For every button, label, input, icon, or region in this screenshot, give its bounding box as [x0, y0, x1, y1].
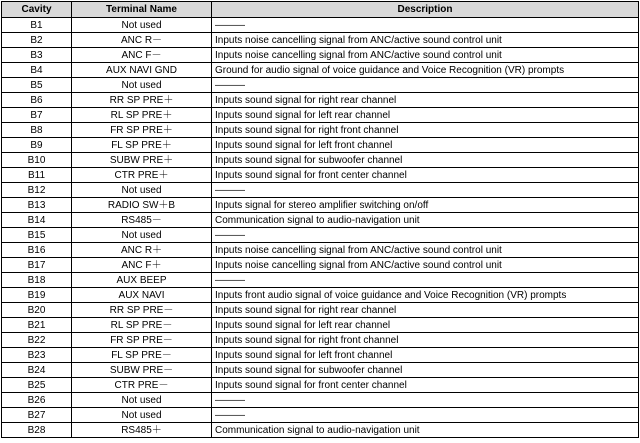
terminal-name-cell: SUBW PRE＋	[72, 153, 212, 168]
cavity-cell: B12	[2, 183, 72, 198]
table-row	[2, 408, 639, 423]
terminal-name-cell: FL SP PRE＋	[72, 138, 212, 153]
terminal-name-cell: Not used	[72, 18, 212, 33]
table-row	[2, 303, 639, 318]
cavity-cell: B11	[2, 168, 72, 183]
cavity-cell: B21	[2, 318, 72, 333]
description-cell: Inputs front audio signal of voice guidance and Voice Recognition (VR) prompts	[212, 288, 639, 303]
table-row	[2, 123, 639, 138]
description-cell: Inputs sound signal for subwoofer channel	[212, 363, 639, 378]
description-cell: ———	[212, 273, 639, 288]
table-row	[2, 198, 639, 213]
description-cell: Inputs sound signal for subwoofer channel	[212, 153, 639, 168]
description-cell: Inputs noise cancelling signal from ANC/active sound control unit	[212, 258, 639, 273]
table-row	[2, 318, 639, 333]
terminal-name-cell: CTR PRE＋	[72, 168, 212, 183]
terminal-name-cell: RL SP PRE－	[72, 318, 212, 333]
cavity-cell: B17	[2, 258, 72, 273]
description-cell: Inputs noise cancelling signal from ANC/active sound control unit	[212, 243, 639, 258]
terminal-name-cell: ANC F＋	[72, 258, 212, 273]
cavity-cell: B2	[2, 33, 72, 48]
connector-pinout-table	[1, 1, 639, 438]
table-row	[2, 243, 639, 258]
description-cell: Inputs sound signal for right front channel	[212, 333, 639, 348]
cavity-cell: B7	[2, 108, 72, 123]
description-cell: Inputs sound signal for left rear channel	[212, 318, 639, 333]
terminal-name-cell: RR SP PRE＋	[72, 93, 212, 108]
terminal-name-cell: Not used	[72, 408, 212, 423]
cavity-cell: B20	[2, 303, 72, 318]
terminal-name-cell: CTR PRE－	[72, 378, 212, 393]
description-cell: Communication signal to audio-navigation unit	[212, 423, 639, 438]
description-cell: Inputs sound signal for left rear channel	[212, 108, 639, 123]
terminal-name-cell: FL SP PRE－	[72, 348, 212, 363]
cavity-cell: B10	[2, 153, 72, 168]
table-row	[2, 228, 639, 243]
terminal-name-cell: Not used	[72, 228, 212, 243]
description-cell: Inputs signal for stereo amplifier switching on/off	[212, 198, 639, 213]
terminal-name-cell: Not used	[72, 183, 212, 198]
description-cell: Inputs sound signal for front center channel	[212, 168, 639, 183]
description-cell: ———	[212, 393, 639, 408]
table-row	[2, 33, 639, 48]
table-row	[2, 423, 639, 438]
table-row	[2, 18, 639, 33]
terminal-name-cell: ANC F－	[72, 48, 212, 63]
terminal-name-cell: RS485－	[72, 213, 212, 228]
cavity-cell: B4	[2, 63, 72, 78]
terminal-name-cell: Not used	[72, 393, 212, 408]
table-row	[2, 363, 639, 378]
description-cell: ———	[212, 408, 639, 423]
table-row	[2, 93, 639, 108]
cavity-cell: B13	[2, 198, 72, 213]
terminal-name-cell: RR SP PRE－	[72, 303, 212, 318]
terminal-name-cell: ANC R－	[72, 33, 212, 48]
table-row	[2, 333, 639, 348]
table-row	[2, 138, 639, 153]
header-cavity: Cavity	[2, 2, 72, 18]
table-row	[2, 108, 639, 123]
terminal-name-cell: FR SP PRE－	[72, 333, 212, 348]
table-row	[2, 213, 639, 228]
description-cell: Inputs sound signal for front center channel	[212, 378, 639, 393]
cavity-cell: B26	[2, 393, 72, 408]
header-terminal-name: Terminal Name	[72, 2, 212, 18]
description-cell: Inputs noise cancelling signal from ANC/active sound control unit	[212, 48, 639, 63]
cavity-cell: B1	[2, 18, 72, 33]
table-row	[2, 258, 639, 273]
table-row	[2, 78, 639, 93]
table-row	[2, 168, 639, 183]
table-row	[2, 288, 639, 303]
cavity-cell: B14	[2, 213, 72, 228]
table-header	[2, 2, 639, 18]
description-cell: Inputs sound signal for left front channel	[212, 348, 639, 363]
cavity-cell: B5	[2, 78, 72, 93]
cavity-cell: B24	[2, 363, 72, 378]
description-cell: ———	[212, 78, 639, 93]
header-row	[2, 2, 639, 18]
description-cell: ———	[212, 18, 639, 33]
terminal-name-cell: RL SP PRE＋	[72, 108, 212, 123]
table-row	[2, 183, 639, 198]
cavity-cell: B15	[2, 228, 72, 243]
cavity-cell: B19	[2, 288, 72, 303]
cavity-cell: B23	[2, 348, 72, 363]
cavity-cell: B18	[2, 273, 72, 288]
table-row	[2, 348, 639, 363]
table-row	[2, 378, 639, 393]
terminal-name-cell: RS485＋	[72, 423, 212, 438]
cavity-cell: B27	[2, 408, 72, 423]
description-cell: Inputs noise cancelling signal from ANC/active sound control unit	[212, 33, 639, 48]
cavity-cell: B16	[2, 243, 72, 258]
description-cell: Communication signal to audio-navigation unit	[212, 213, 639, 228]
terminal-name-cell: Not used	[72, 78, 212, 93]
cavity-cell: B22	[2, 333, 72, 348]
description-cell: ———	[212, 228, 639, 243]
description-cell: Inputs sound signal for right rear channel	[212, 303, 639, 318]
table-row	[2, 273, 639, 288]
description-cell: Inputs sound signal for right front channel	[212, 123, 639, 138]
description-cell: ———	[212, 183, 639, 198]
terminal-name-cell: RADIO SW＋B	[72, 198, 212, 213]
table-row	[2, 393, 639, 408]
cavity-cell: B8	[2, 123, 72, 138]
header-description: Description	[212, 2, 639, 18]
cavity-cell: B25	[2, 378, 72, 393]
table-row	[2, 48, 639, 63]
description-cell: Ground for audio signal of voice guidance and Voice Recognition (VR) prompts	[212, 63, 639, 78]
terminal-name-cell: AUX NAVI GND	[72, 63, 212, 78]
cavity-cell: B28	[2, 423, 72, 438]
terminal-name-cell: FR SP PRE＋	[72, 123, 212, 138]
table-row	[2, 63, 639, 78]
table-body	[2, 18, 639, 438]
terminal-name-cell: AUX BEEP	[72, 273, 212, 288]
terminal-name-cell: ANC R＋	[72, 243, 212, 258]
cavity-cell: B6	[2, 93, 72, 108]
terminal-name-cell: AUX NAVI	[72, 288, 212, 303]
table-row	[2, 153, 639, 168]
cavity-cell: B9	[2, 138, 72, 153]
description-cell: Inputs sound signal for right rear channel	[212, 93, 639, 108]
terminal-name-cell: SUBW PRE－	[72, 363, 212, 378]
description-cell: Inputs sound signal for left front channel	[212, 138, 639, 153]
cavity-cell: B3	[2, 48, 72, 63]
